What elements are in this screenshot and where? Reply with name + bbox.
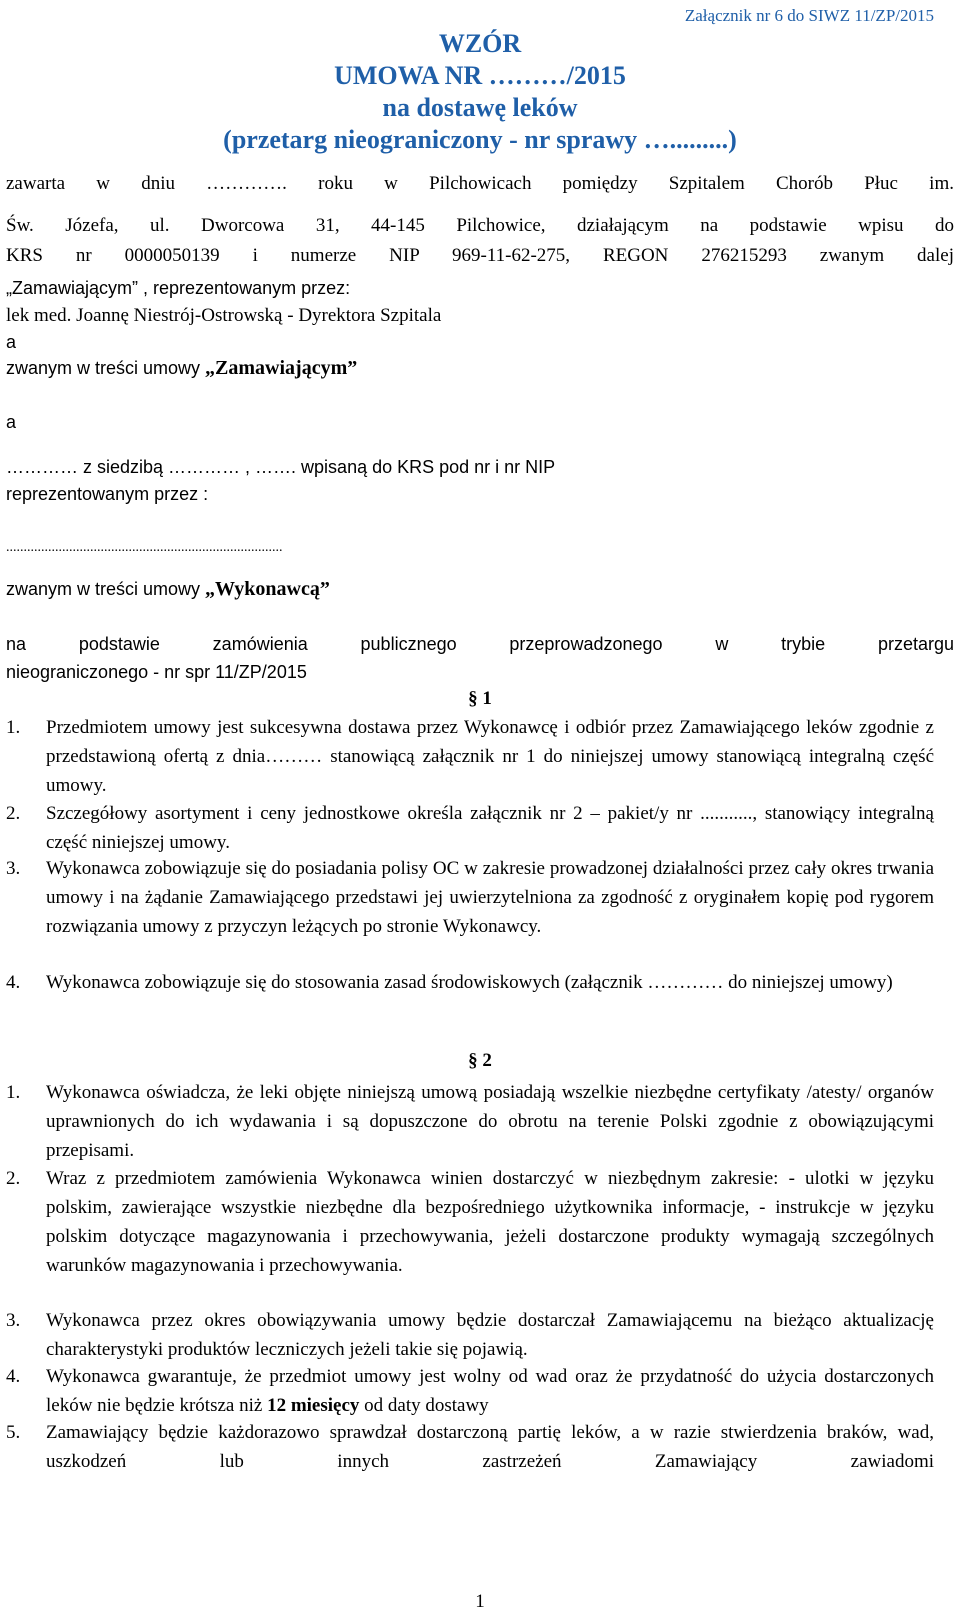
intro-line — [6, 577, 954, 601]
item-number: 1. — [6, 717, 21, 738]
list-item — [6, 968, 934, 997]
intro-line: KRS nr 0000050139 i numerze NIP 969-11-62-275, REGON 276215293 zwanym dalej — [6, 245, 954, 266]
intro-line: Św. Józefa, ul. Dworcowa 31, 44-145 Pilchowice, działającym na podstawie wpisu do — [6, 215, 954, 236]
item-text: Wraz z przedmiotem zamówienia Wykonawca winien dostarczyć w niezbędnym zakresie: - ulotki w języku polskim, zawierające wszystkie niezbędne dla bezpośredniego użytkownika informacje, - instrukcje w języku polskim dotyczące magazynowania i przechowywania, jeżeli dostarczone produkty wymagają szczególnych warunków magazynowania i przechowywania. — [46, 1168, 934, 1276]
list-item — [6, 854, 934, 941]
intro-line: a — [6, 412, 17, 432]
item-number: 2. — [6, 803, 21, 824]
item-text: Przedmiotem umowy jest sukcesywna dostawa przez Wykonawcę i odbiór przez Zamawiającego leków zgodnie z przedstawioną ofertą z dnia……… stanowiącą załącznik nr 1 do niniejszej umowy stanowiącą integralną część umowy. — [46, 717, 934, 796]
item-number: 5. — [6, 1422, 21, 1443]
intro-line: nieograniczonego - nr spr 11/ZP/2015 — [6, 662, 307, 682]
list-item — [6, 1362, 934, 1420]
intro-line: na podstawie zamówienia publicznego przeprowadzonego w trybie przetargu — [6, 634, 954, 654]
item-number: 1. — [6, 1082, 21, 1103]
intro-dots: ............................................................................... — [6, 540, 283, 555]
item-number: 3. — [6, 1310, 21, 1331]
list-item — [6, 1078, 934, 1165]
list-item — [6, 1164, 934, 1280]
item-text: Wykonawca przez okres obowiązywania umowy będzie dostarczał Zamawiającemu na bieżąco aktualizację charakterystyki produktów leczniczych jeżeli takie się pojawią. — [46, 1310, 934, 1360]
item-text-part: Wykonawca gwarantuje, że przedmiot umowy jest wolny od wad oraz że przydatność do użycia dostarczonych leków nie będzie krótsza niż — [46, 1366, 934, 1416]
warranty-period: 12 miesięcy — [267, 1395, 360, 1416]
attachment-label: Załącznik nr 6 do SIWZ 11/ZP/2015 — [684, 6, 934, 25]
list-item — [6, 1418, 934, 1476]
item-number: 3. — [6, 858, 21, 879]
party-name-zamawiajacy: „Zamawiającym” — [205, 357, 358, 379]
list-item — [6, 799, 934, 857]
item-text: Zamawiający będzie każdorazowo sprawdzał dostarczoną partię leków, a w razie stwierdzenia braków, wad, uszkodzeń lub innych zastrzeżeń Zamawiający zawiadomi — [46, 1422, 934, 1472]
intro-line — [6, 356, 954, 380]
doc-title-subject: na dostawę leków — [382, 93, 578, 122]
list-item — [6, 713, 934, 800]
item-text: Wykonawca zobowiązuje się do stosowania zasad środowiskowych (załącznik ………… do niniejszej umowy) — [46, 972, 893, 993]
intro-text: zwanym w treści umowy — [6, 358, 206, 378]
intro-text: zwanym w treści umowy — [6, 579, 206, 599]
intro-line: „Zamawiającym” , reprezentowanym przez: — [6, 278, 351, 298]
party-name-wykonawca: „Wykonawcą” — [205, 578, 330, 600]
intro-line: lek med. Joannę Niestrój-Ostrowską - Dyrektora Szpitala — [6, 305, 442, 326]
item-text-part: od daty dostawy — [359, 1395, 489, 1416]
section-mark-1: § 1 — [468, 688, 492, 709]
list-item — [6, 1306, 934, 1364]
section-mark-2: § 2 — [468, 1050, 492, 1071]
doc-title-umowa: UMOWA NR ………/2015 — [334, 61, 626, 90]
item-text: Szczegółowy asortyment i ceny jednostkowe określa załącznik nr 2 – pakiet/y nr ..........., stanowiący integralną część niniejszej umowy. — [46, 803, 934, 853]
intro-line: a — [6, 332, 17, 352]
item-text: Wykonawca oświadcza, że leki objęte niniejszą umową posiadają wszelkie niezbędne certyfikaty /atesty/ organów uprawnionych do ich wydawania i są dopuszczone do obrotu na terenie Polski zgodnie z obowiązującymi przepisami. — [46, 1082, 934, 1161]
intro-line: ………… z siedzibą ………… , ……. wpisaną do KRS pod nr i nr NIP — [6, 457, 556, 477]
doc-title-procedure: (przetarg nieograniczony - nr sprawy ….........) — [223, 125, 737, 154]
item-text — [46, 1362, 934, 1420]
page-number: 1 — [475, 1591, 485, 1612]
item-number: 4. — [6, 972, 21, 993]
doc-title-wzor: WZÓR — [438, 29, 522, 58]
item-number: 2. — [6, 1168, 21, 1189]
intro-line: reprezentowanym przez : — [6, 484, 209, 504]
item-text: Wykonawca zobowiązuje się do posiadania polisy OC w zakresie prowadzonej działalności przez cały okres trwania umowy i na żądanie Zamawiającego przedstawi jej uwierzytelniona za zgodność z oryginałem kopię pod rygorem rozwiązania umowy z przyczyn leżących po stronie Wykonawcy. — [46, 858, 934, 937]
item-number: 4. — [6, 1366, 21, 1387]
intro-line: zawarta w dniu …………. roku w Pilchowicach pomiędzy Szpitalem Chorób Płuc im. — [6, 173, 954, 194]
